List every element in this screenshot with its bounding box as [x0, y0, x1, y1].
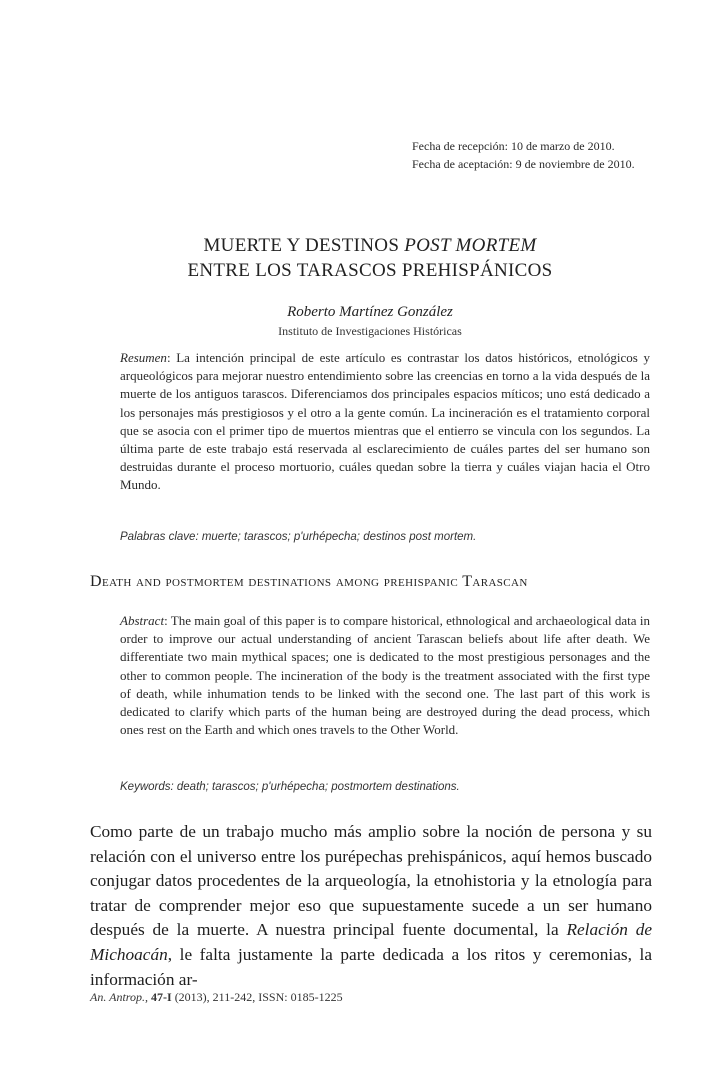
author-institution: Instituto de Investigaciones Históricas [278, 324, 462, 338]
author-name: Roberto Martínez González [287, 304, 453, 320]
date-received: Fecha de recepción: 10 de marzo de 2010. [412, 139, 615, 153]
abstract-text: : The main goal of this paper is to compare historical, ethnological and archaeological data in order to improve our actual understanding of ancient Tarascan beliefs about life after death. We differentiate two main mythical spaces; one is dedicated to the most prestigious personages and the other to common people. The incineration of the body is the treatment associated with the first type of death, while inhumation tends to be linked with the second one. The last part of this work is dedicated to clarify which parts of the human being are destroyed during the dead process, which ones rest on the Earth and which ones travels to the Other World. [120, 613, 650, 738]
footer-journal: An. Antrop., [90, 990, 149, 1004]
keywords [120, 781, 650, 793]
palabras-clave-text: : muerte; tarascos; p'urhépecha; destinos post mortem. [195, 531, 477, 543]
body-paragraph [90, 820, 652, 992]
footer-rest: (2013), 211-242, ISSN: 0185-1225 [171, 990, 343, 1004]
body-text-a: Como parte de un trabajo mucho más amplio sobre la noción de persona y su relación con el universo entre los purépechas prehispánicos, aquí hemos buscado conjugar datos procedentes de la arqueología, la etnohistoria y la etnología para tratar de comprender mejor eso que supuestamente sucede a un ser humano después de la muerte. A nuestra principal fuente documental, la [90, 822, 652, 940]
reception-dates [412, 137, 635, 173]
title-line-1-main: MUERTE Y DESTINOS [203, 235, 405, 256]
title-line-1-italic: POST MORTEM [404, 235, 537, 256]
title-line-2: ENTRE LOS TARASCOS PREHISPÁNICOS [187, 260, 553, 281]
title-line-1 [0, 233, 720, 258]
palabras-clave [120, 531, 650, 543]
abstract-block [120, 612, 650, 739]
keywords-label: Keywords [120, 781, 171, 793]
palabras-clave-label: Palabras clave [120, 531, 196, 543]
date-accepted: Fecha de aceptación: 9 de noviembre de 2010. [412, 157, 635, 171]
english-title: Death and postmortem destinations among prehispanic Tarascan [90, 573, 528, 590]
citation-footer [90, 990, 343, 1005]
body-text-b: , le falta justamente la parte dedicada a los ritos y ceremonias, la información ar- [90, 944, 652, 989]
resumen-block [120, 349, 650, 495]
keywords-text: : death; tarascos; p'urhépecha; postmortem destinations. [170, 781, 460, 793]
footer-volume: 47-I [151, 990, 172, 1004]
resumen-text: : La intención principal de este artículo es contrastar los datos históricos, etnológicos y arqueológicos para mejorar nuestro entendimiento sobre las creencias en torno a la vida después de la muerte de los antiguos tarascos. Diferenciamos dos principales espacios míticos; uno está dedicado a los personajes más prestigiosos y el otro a la gente común. La incineración es el tratamiento corporal que se asocia con el primer tipo de muertos mientras que el entierro se vincula con los segundos. La última parte de este trabajo está reservada al esclarecimiento de cuáles partes del ser humano son destruidas durante el proceso mortuorio, cuáles quedan sobre la tierra y cuáles viajan hacia el Otro Mundo. [120, 350, 650, 493]
article-title [0, 233, 720, 283]
abstract-label: Abstract [120, 613, 165, 628]
resumen-label: Resumen [120, 350, 167, 365]
body-text-italic: Relación de Michoacán [90, 920, 653, 964]
